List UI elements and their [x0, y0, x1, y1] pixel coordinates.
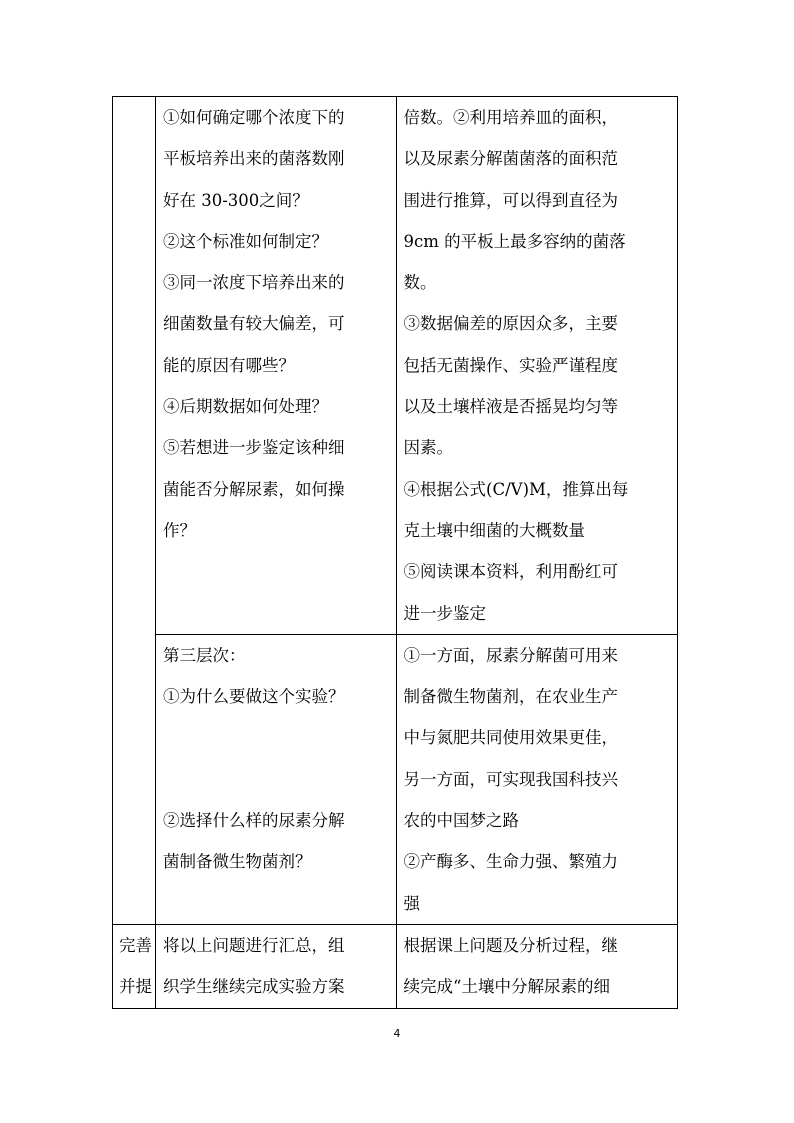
question-line: ③同一浓度下培养出来的 [162, 273, 345, 293]
question-line: ①为什么要做这个实验？ [162, 687, 345, 707]
question-line: ④后期数据如何处理？ [162, 397, 328, 417]
answer-line: 制备微生物菌剂，在农业生产 [403, 687, 619, 707]
question-line: 好在 30-300之间？ [162, 190, 309, 210]
answer-line: 续完成“土壤中分解尿素的细 [403, 977, 610, 997]
phase-cell [113, 97, 156, 925]
answer-line: ⑤阅读课本资料，利用酚红可 [403, 562, 619, 582]
questions-cell [155, 634, 396, 924]
answer-line: 因素。 [403, 438, 454, 458]
answer-line: 中与氮肥共同使用效果更佳， [403, 728, 619, 748]
question-line: 平板培养出来的菌落数刚 [162, 149, 345, 169]
answer-line: 以及尿素分解菌菌落的面积范 [403, 149, 619, 169]
question-line: ②这个标准如何制定？ [162, 231, 328, 251]
table-row [113, 634, 678, 924]
question-line: 织学生继续完成实验方案 [162, 977, 345, 997]
question-line: ⑤若想进一步鉴定该种细 [162, 438, 345, 458]
question-line: 菌能否分解尿素，如何操 [162, 479, 345, 499]
blank-line [163, 759, 390, 800]
phase-line: 并提 [119, 977, 152, 997]
answer-line: 数。 [403, 273, 437, 293]
answer-line: 根据课上问题及分析过程，继 [403, 935, 619, 955]
answers-cell [396, 634, 677, 924]
question-line: 第三层次： [162, 645, 246, 665]
page-number: 4 [393, 1027, 401, 1040]
answer-line: ③数据偏差的原因众多，主要 [403, 314, 619, 334]
questions-cell [155, 97, 396, 635]
lesson-plan-table [112, 96, 678, 1009]
question-line: 将以上问题进行汇总，组 [162, 935, 345, 955]
answer-line: 9cm 的平板上最多容纳的菌落 [403, 231, 626, 251]
answers-cell [396, 97, 677, 635]
phase-line: 完善 [119, 935, 152, 955]
answer-line: ①一方面，尿素分解菌可用来 [403, 645, 619, 665]
answer-line: 克土壤中细菌的大概数量 [403, 520, 586, 540]
question-line: 作？ [162, 520, 196, 540]
answer-line: 围进行推算，可以得到直径为 [403, 190, 619, 210]
table-row [113, 97, 678, 635]
answer-line: 进一步鉴定 [403, 603, 487, 623]
answer-line: 倍数。②利用培养皿的面积， [403, 108, 619, 127]
answers-cell [396, 924, 677, 1008]
blank-line [163, 717, 390, 758]
answer-line: 以及土壤样液是否摇晃均匀等 [403, 397, 619, 417]
question-line: 能的原因有哪些？ [162, 355, 295, 375]
table-row [113, 924, 678, 1008]
question-line: ②选择什么样的尿素分解 [162, 811, 345, 831]
question-line: 细菌数量有较大偏差，可 [162, 314, 345, 334]
question-line: ①如何确定哪个浓度下的 [162, 108, 345, 127]
phase-cell [113, 924, 156, 1008]
answer-line: 强 [403, 893, 421, 913]
answer-line: ②产酶多、生命力强、繁殖力 [403, 852, 619, 872]
questions-cell [155, 924, 396, 1008]
answer-line: 另一方面，可实现我国科技兴 [403, 769, 619, 789]
question-line: 菌制备微生物菌剂？ [162, 852, 312, 872]
answer-line: 农的中国梦之路 [403, 811, 520, 831]
answer-line: ④根据公式(C/V)M，推算出每 [403, 479, 629, 499]
answer-line: 包括无菌操作、实验严谨程度 [403, 355, 619, 375]
